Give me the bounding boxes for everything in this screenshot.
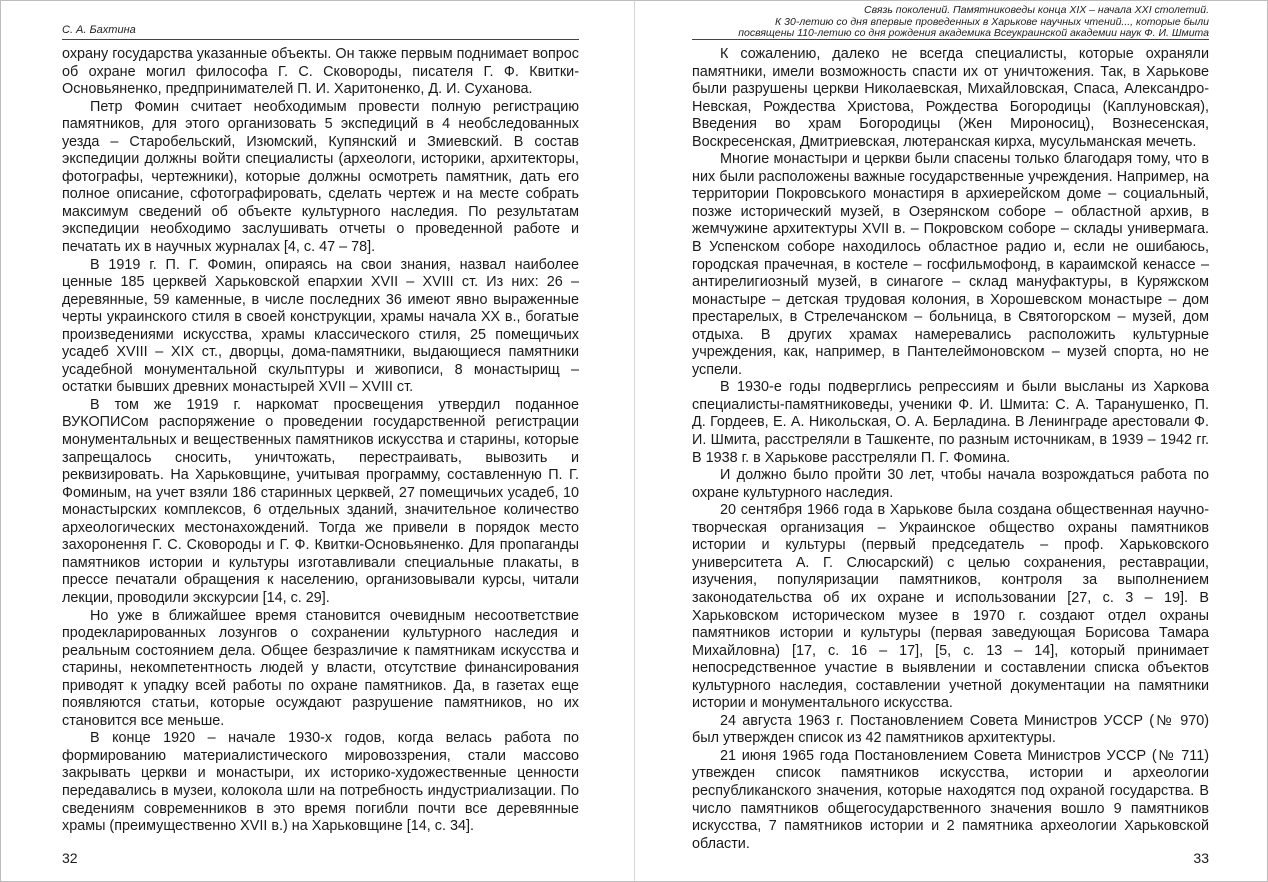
page-body xyxy=(62,46,579,836)
page-body xyxy=(692,46,1209,853)
right-page xyxy=(634,0,1268,882)
header-rule xyxy=(692,39,1209,40)
paragraph: В том же 1919 г. наркомат просвещения утвердил поданное ВУКОПИСом распоряжение о проведении государственной регистрации монументальных и вещественных памятников искусства и старины, которые запрещалось сносить, уничтожать, перестраивать, вывозить и реквизировать. На Харьковщине, учитывая программу, составленную П. Г. Фоминым, на учет взяли 186 старинных церквей, 27 помещичьих усадеб, 10 монастырских комплексов, 6 отдельных зданий, значительное количество археологических местонахождений. Тогда же привели в порядок место захоронення Г. С. Сковороды и Г. Ф. Квитки-Основьяненко. Для пропаганды памятников истории и культуры изготавливали специальные плакаты, в прессе печатали обращения к населению, организовывали курсы, читали лекции, проводили экскурсии [14, с. 29]. xyxy=(62,396,579,606)
header-line: К 30-летию со дня впервые проведенных в Харькове научных чтений..., которые были xyxy=(775,15,1209,28)
paragraph: 20 сентября 1966 года в Харькове была создана общественная научно-творческая организация – Украинское общество охраны памятников истории и культуры (первый председатель – проф. Харьковского университета А. Г. Слюсарский) с целью сохранения, реставрации, изучения, популяризации памятников, контроля за выполнением законодательства об их охране и использовании [27, с. 3 – 19]. В Харьковском историческом музее в 1970 г. создают отдел охраны памятников истории и культуры (первая заведующая Борисова Тамара Михайловна) [17, с. 16 – 17], [5, с. 13 – 14], который принимает непосредственное участие в выявлении и составлении списка объектов культурного наследия, составлении учетной документации на памятники истории и монументального искусства. xyxy=(692,502,1209,712)
paragraph: И должно было пройти 30 лет, чтобы начала возрождаться работа по охране культурного наследия. xyxy=(692,467,1209,501)
paragraph: 24 августа 1963 г. Постановлением Совета Министров УССР (№ 970) был утвержден список из 42 памятников архитектуры. xyxy=(692,712,1209,747)
paragraph: охрану государства указанные объекты. Он также первым поднимает вопрос об охране могил философа Г. С. Сковороды, писателя Г. Ф. Квитки-Основьяненко, предпринимателей П. И. Харитоненко, Д. И. Суханова. xyxy=(62,46,579,98)
paragraph: В конце 1920 – начале 1930-х годов, когда велась работа по формированию материалистического мировоззрения, стали массово закрывать церкви и монастыри, их историко-художественные ценности передавались в музеи, колокола шли на потребность индустриализации. По сведениям современников в это время погибли почти все деревянные храмы (преимущественно XVII в.) на Харьковщине [14, с. 34]. xyxy=(62,730,579,835)
paragraph: Но уже в ближайшее время становится очевидным несоответствие продекларированных лозунгов о сохранении культурного наследия и реальным состоянием дела. Общее безразличие к памятникам искусства и старины, некомпетентность людей у власти, отсутствие финансирования приводят к упадку всей работы по охране памятников. Да, в газетах еще появляются статьи, которые осуждают разрушение памятников, но их становится все меньше. xyxy=(62,607,579,729)
paragraph: В 1919 г. П. Г. Фомин, опираясь на свои знания, назвал наиболее ценные 185 церквей Харьковской епархии XVII – XVIII ст. Из них: 26 – деревянные, 59 каменные, в числе последних 36 имеют явно выраженные черты украинского стиля в своей конструкции, храмы начала XX в., богатые произведениями искусства, храмы классического стиля, 25 помещичьих усадеб XVIII – XIX ст., дворцы, дома-памятники, выдающиеся памятники усадебной монументальной скульптуры и живописи, 8 монастырищ – остатки бывших древних монастырей XVII – XVIII ст. xyxy=(62,256,579,396)
page-number: 33 xyxy=(1193,850,1209,866)
header-line: посвящены 110-летию со дня рождения академика Всеукраинской академии наук Ф. И. Шмита xyxy=(738,27,1209,39)
paragraph: 21 июня 1965 года Постановлением Совета Министров УССР (№ 711) утвежден список памятников искусства, истории и археологии республиканского значения, которые находятся под охраной государства. В число памятников общегосударственного значения вошло 9 памятников искусства, 7 памятников истории и 2 памятника археологии Харьковской области. xyxy=(692,747,1209,852)
paragraph: К сожалению, далеко не всегда специалисты, которые охраняли памятники, имели возможность спасти их от уничтожения. Так, в Харькове были разрушены церкви Николаевская, Михайловская, Спаса, Александро-Невская, Рождества Христова, Рождества Богородицы (Каплуновская), Введения во храм Богородицы (Жен Мироносиц), Вознесенская, Воскресенская, Дмитриевская, лютеранская кирха, мусульманская мечеть. xyxy=(692,46,1209,150)
header-rule xyxy=(62,39,579,40)
paragraph: В 1930-е годы подверглись репрессиям и были высланы из Харкова специалисты-памятниковеды, ученики Ф. И. Шмита: С. А. Таранушенко, П. Д. Гордеев, Е. А. Никольская, О. А. Берладина. В Ленинграде арестовали Ф. И. Шмита, расстреляли в Ташкенте, по разным источникам, в 1939 – 1942 гг. В 1938 г. в Харькове расстреляли П. Г. Фомина. xyxy=(692,379,1209,466)
running-header-author: С. А. Бахтина xyxy=(62,24,136,36)
running-header-title xyxy=(649,5,1209,40)
paragraph: Многие монастыри и церкви были спасены только благодаря тому, что в них были расположены важные государственные учреждения. Например, на территории Покровського монастиря в архиерейском доме – социальный, позже исторический музей, в Озерянском соборе – областной архив, в жемчужине архитектуры XVII в. – Покровском соборе – склады универмага. В Успенском соборе находилось областное радио и, если не ошибаюсь, городская прачечная, в костеле – госфильмофонд, в караимской кенассе – антирелигиозный музей, в синагоге – склад мануфактуры, в Куряжском монастыре – детская трудовая колония, в Хорошевском монастыре – дом престарелых, в Стрелечанском – больница, в Святогорском – музей, дом отдыха. В других храмах намеревались расположить культурные учреждения, как, например, в Пантелеймоновском – музей спорта, но не успели. xyxy=(692,151,1209,378)
header-line: Связь поколений. Памятниковеды конца XIX – начала XXI столетий. xyxy=(864,4,1209,16)
page-number: 32 xyxy=(62,850,78,866)
paragraph: Петр Фомин считает необходимым провести полную регистрацию памятников, для этого организовать 5 экспедиций в 4 необследованных уезда – Старобельский, Изюмский, Купянский и Змиевский. В состав экспедиции должны войти специалисты (археологи, историки, архитекторы, фотографы, чертежники), которые должны осмотреть памятник, дать его полное описание, сфотографировать, сделать чертеж и на месте собрать максимум сведений об объекте культурного наследия. По результатам экспедиции необходимо заслушивать отчеты о проведенной работе и печатать их в научных журналах [4, с. 47 – 78]. xyxy=(62,98,579,256)
